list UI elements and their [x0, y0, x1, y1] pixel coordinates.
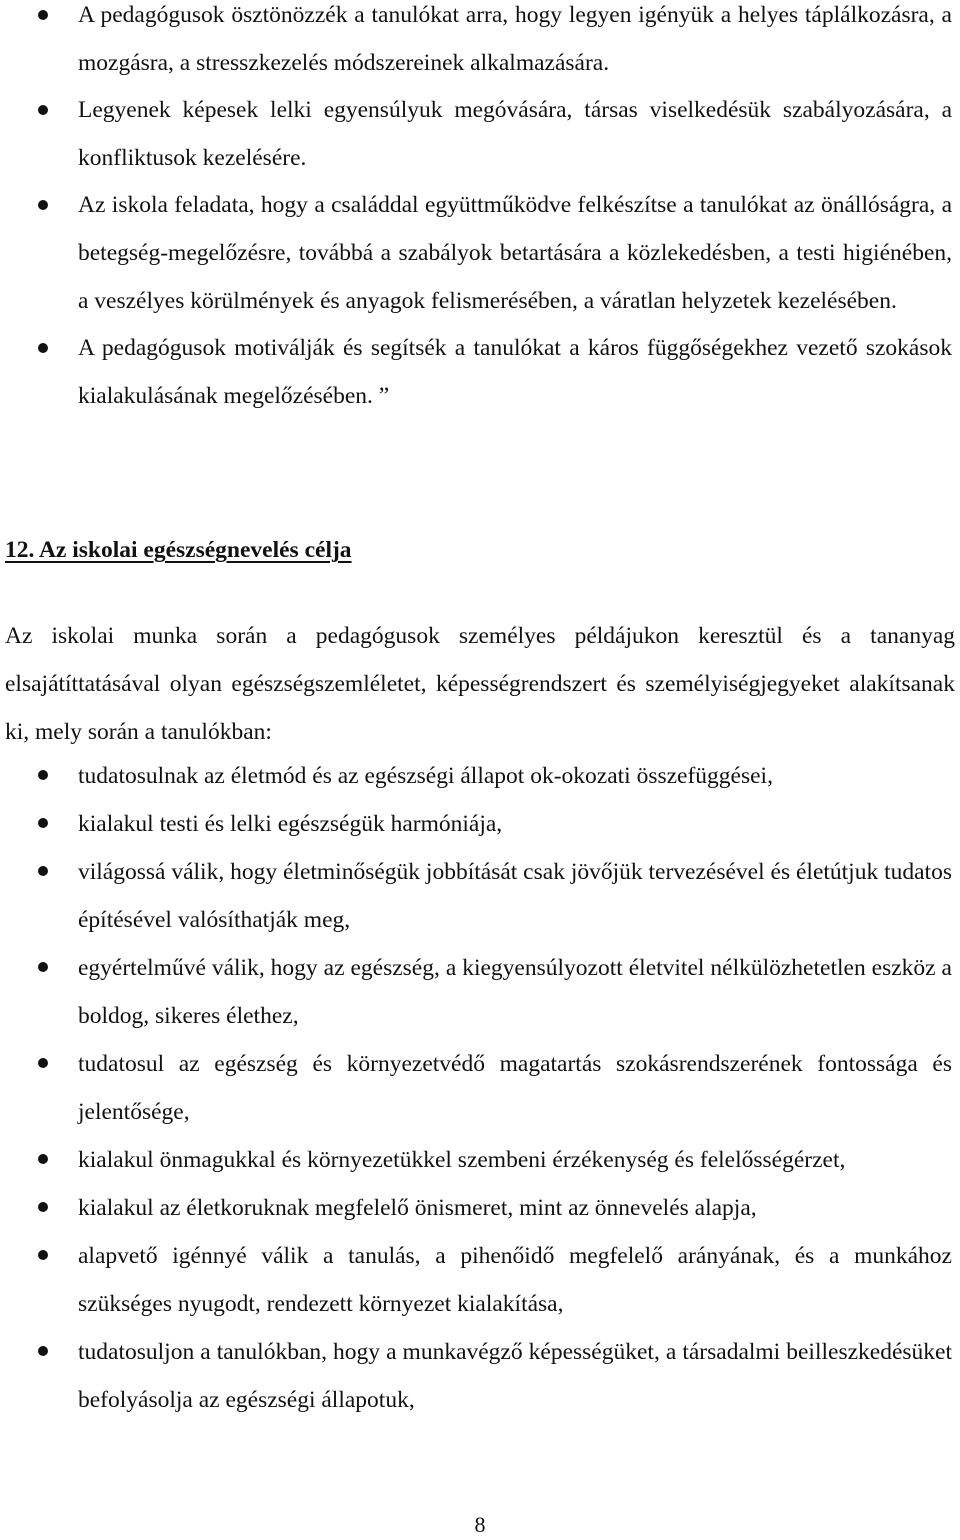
- list-item: [0, 0, 956, 87]
- bullet-icon: [38, 10, 48, 20]
- list-item: [0, 87, 956, 182]
- list-item-text: alapvető igénnyé válik a tanulás, a pihenőidő megfelelő arányának, és a munkához szükséges nyugodt, rendezett környezet kialakítása,: [78, 1243, 952, 1317]
- page-number: 8: [474, 1512, 486, 1537]
- goals-bullet-list: [0, 752, 956, 1424]
- list-item: [0, 1184, 956, 1232]
- bullet-icon: [38, 1202, 48, 1212]
- bullet-icon: [38, 105, 48, 115]
- top-bullet-list: [0, 0, 956, 420]
- list-item-text: tudatosulnak az életmód és az egészségi állapot ok-okozati összefüggései,: [78, 763, 773, 789]
- bullet-icon: [38, 1154, 48, 1164]
- list-item: [0, 1232, 956, 1328]
- list-item-text: kialakul testi és lelki egészségük harmóniája,: [78, 811, 503, 837]
- bullet-icon: [38, 343, 48, 353]
- list-item-text: egyértelművé válik, hogy az egészség, a kiegyensúlyozott életvitel nélkülözhetetlen eszköz a boldog, sikeres élethez,: [78, 955, 952, 1029]
- bullet-icon: [38, 1058, 48, 1068]
- bullet-icon: [38, 1250, 48, 1260]
- bullet-icon: [38, 866, 48, 876]
- section-intro-paragraph: Az iskolai munka során a pedagógusok személyes példájukon keresztül és a tananyag elsajátíttatásával olyan egészségszemléletet, képességrendszert és személyiségjegyeket alakítsanak ki, mely során a tanulókban:: [5, 623, 955, 745]
- list-item-text: tudatosul az egészség és környezetvédő magatartás szokásrendszerének fontossága és jelentősége,: [78, 1051, 952, 1125]
- list-item: [0, 182, 956, 325]
- list-item: [0, 325, 956, 420]
- list-item: [0, 1136, 956, 1184]
- list-item-text: A pedagógusok motiválják és segítsék a tanulókat a káros függőségekhez vezető szokások kialakulásának megelőzésében. ”: [78, 335, 952, 409]
- list-item-text: tudatosuljon a tanulókban, hogy a munkavégző képességüket, a társadalmi beilleszkedésüket befolyásolja az egészségi állapotuk,: [78, 1339, 952, 1413]
- bullet-icon: [38, 200, 48, 210]
- section-heading: 12. Az iskolai egészségnevelés célja: [5, 537, 352, 563]
- list-item: [0, 752, 956, 800]
- list-item-text: A pedagógusok ösztönözzék a tanulókat arra, hogy legyen igényük a helyes táplálkozásra, a mozgásra, a stresszkezelés módszereinek alkalmazására.: [78, 2, 952, 76]
- list-item: [0, 1040, 956, 1136]
- bullet-icon: [38, 1346, 48, 1356]
- list-item-text: kialakul az életkoruknak megfelelő önismeret, mint az önnevelés alapja,: [78, 1195, 757, 1221]
- list-item-text: kialakul önmagukkal és környezetükkel szembeni érzékenység és felelősségérzet,: [78, 1147, 846, 1173]
- bullet-icon: [38, 770, 48, 780]
- bullet-icon: [38, 818, 48, 828]
- list-item-text: Az iskola feladata, hogy a családdal együttműködve felkészítse a tanulókat az önállóságra, a betegség-megelőzésre, továbbá a szabályok betartására a közlekedésben, a testi higiénében, a veszélyes körülmények és anyagok felismerésében, a váratlan helyzetek kezelésében.: [78, 192, 952, 314]
- list-item: [0, 944, 956, 1040]
- list-item: [0, 848, 956, 944]
- bullet-icon: [38, 962, 48, 972]
- list-item: [0, 800, 956, 848]
- list-item: [0, 1328, 956, 1424]
- list-item-text: világossá válik, hogy életminőségük jobbítását csak jövőjük tervezésével és életútjuk tudatos építésével valósíthatják meg,: [78, 859, 952, 933]
- list-item-text: Legyenek képesek lelki egyensúlyuk megóvására, társas viselkedésük szabályozására, a konfliktusok kezelésére.: [78, 97, 952, 171]
